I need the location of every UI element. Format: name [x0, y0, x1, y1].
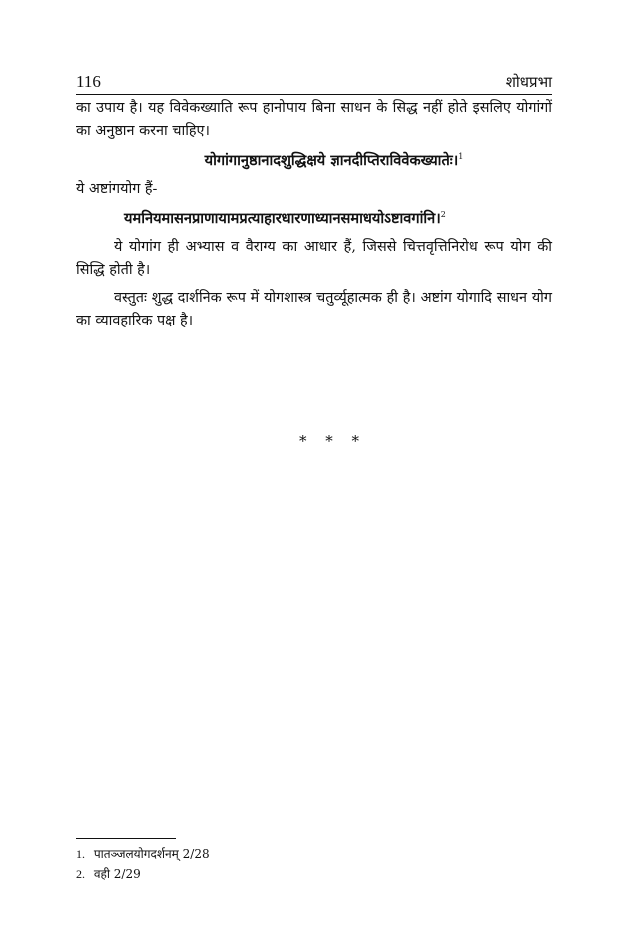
verse-2-text: यमनियमासनप्राणायामप्रत्याहारधारणाध्यानसमाधयोऽष्टावगांनि। — [124, 210, 441, 227]
page-header — [76, 66, 552, 95]
page-number: 116 — [76, 72, 101, 91]
footnote-rule — [76, 838, 176, 839]
paragraph-3: वस्तुतः शुद्ध दार्शनिक रूप में योगशास्त्र चतुर्व्यूहात्मक ही है। अष्टांग योगादि साधन योग का व्यावहारिक पक्ष है। — [76, 290, 552, 329]
footnotes — [76, 838, 552, 884]
footnote-text: पातञ्जलयोगदर्शनम् 2/28 — [93, 847, 210, 861]
footnote-text: वही 2/29 — [93, 867, 141, 881]
page-body — [76, 66, 552, 450]
paragraph-2: ये योगांग ही अभ्यास व वैराग्य का आधार हैं, जिससे चित्तवृत्तिनिरोध रूप योग की सिद्धि होती है। — [76, 239, 552, 278]
intro-text: ये अष्टांगयोग हैं- — [76, 181, 158, 197]
footnote-ref-1: 1 — [458, 152, 464, 162]
verse-1 — [76, 149, 552, 172]
footnote-number: 2. — [76, 867, 85, 881]
paragraph-1: का उपाय है। यह विवेकख्याति रूप हानोपाय बिना साधन के सिद्ध नहीं होते इसलिए योगांगों का अनुष्ठान करना चाहिए। — [76, 100, 552, 139]
footnote-1 — [76, 844, 552, 864]
footnote-2 — [76, 864, 552, 884]
verse-1-text: योगांगानुष्ठानादशुद्धिक्षये ज्ञानदीप्तिराविवेकख्यातेः। — [204, 152, 459, 169]
footnote-number: 1. — [76, 847, 85, 861]
running-head: शोधप्रभा — [505, 73, 552, 91]
footnote-ref-2: 2 — [440, 210, 446, 220]
section-separator: * * * — [298, 432, 360, 450]
verse-2 — [76, 207, 552, 230]
